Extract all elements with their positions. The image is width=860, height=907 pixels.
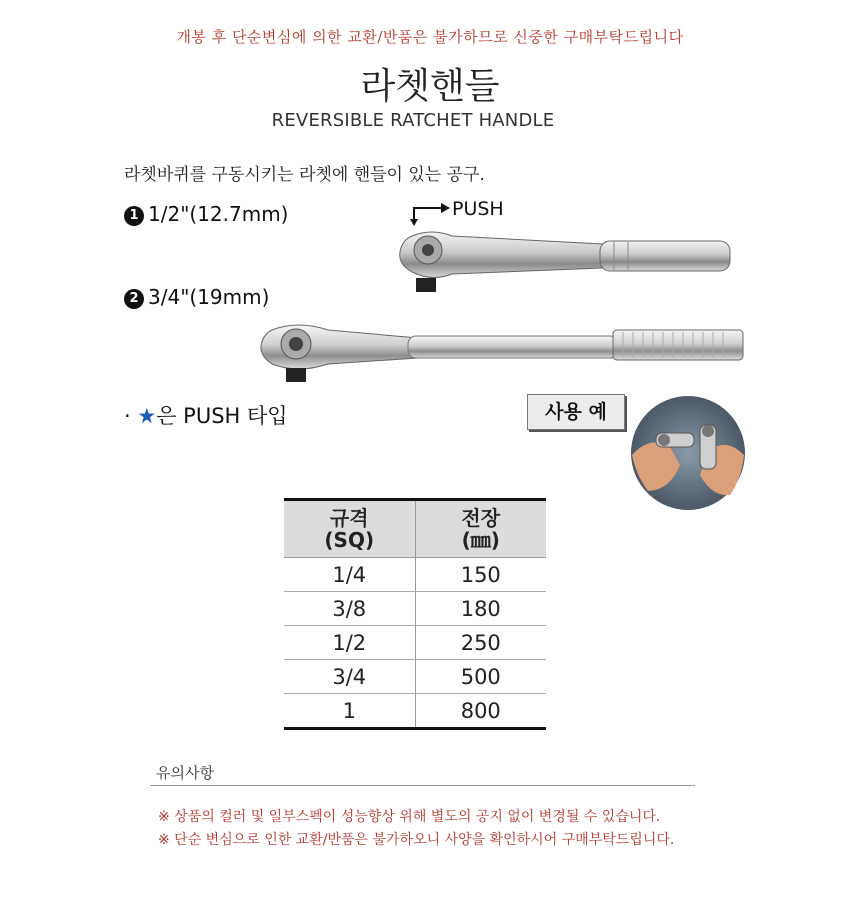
header-size: 규격 (SQ) — [284, 500, 415, 558]
usage-example-photo — [630, 395, 746, 511]
table-row: 3/8 180 — [284, 592, 546, 626]
table-row: 1/4 150 — [284, 558, 546, 592]
spec-text: 3/4"(19mm) — [148, 285, 270, 309]
caution-list — [158, 806, 674, 852]
caution-item: ※ 상품의 컬러 및 일부스펙이 성능향상 위해 별도의 공지 없이 변경될 수 있습니다. — [158, 809, 661, 825]
star-icon: ★ — [137, 404, 157, 428]
divider — [150, 785, 695, 786]
number-marker-2: 2 — [124, 289, 144, 309]
spec-item-half-inch — [124, 202, 289, 226]
return-policy-notice: 개봉 후 단순변심에 의한 교환/반품은 불가하므로 신중한 구매부탁드립니다 — [176, 28, 684, 46]
push-type-text: 은 PUSH 타입 — [156, 404, 288, 428]
product-title-korean: 라쳇핸들 — [360, 66, 500, 107]
product-description: 라쳇바퀴를 구동시키는 라쳇에 핸들이 있는 공구. — [124, 165, 485, 185]
table-row: 1/2 250 — [284, 626, 546, 660]
number-marker-1: 1 — [124, 206, 144, 226]
usage-example-label: 사용 예 — [527, 394, 625, 430]
push-label: PUSH — [452, 198, 504, 220]
bullet: · — [124, 404, 131, 428]
table-row: 1 800 — [284, 694, 546, 729]
table-header-row — [284, 500, 546, 558]
push-type-note — [124, 400, 288, 430]
ratchet-half-inch-image — [392, 222, 744, 296]
product-title-english: REVERSIBLE RATCHET HANDLE — [271, 110, 555, 131]
spec-item-three-quarter-inch — [124, 285, 269, 309]
header-length: 전장 (㎜) — [415, 500, 546, 558]
spec-text: 1/2"(12.7mm) — [148, 202, 289, 226]
caution-item: ※ 단순 변심으로 인한 교환/반품은 불가하오니 사양을 확인하시어 구매부탁드립니다. — [158, 832, 675, 848]
ratchet-three-quarter-inch-image — [258, 318, 748, 388]
caution-title: 유의사항 — [156, 764, 214, 782]
table-row: 3/4 500 — [284, 660, 546, 694]
spec-table — [284, 498, 546, 730]
